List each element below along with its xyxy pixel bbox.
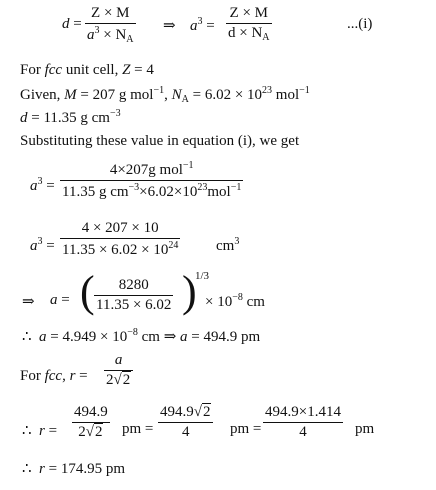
fraction-zm-a3na: Z × M $a^3 \times N_A$ — [87, 5, 134, 45]
line-fcc-z: For fcc unit cell, Z = 4 — [20, 62, 154, 78]
implies-arrow: ⇒ — [163, 18, 176, 34]
fraction-r3: 494.9×1.414 4 — [265, 404, 341, 440]
fraction-zm-dna: Z × M $d \times N_A$ — [228, 5, 270, 43]
implies-arrow: ⇒ — [22, 294, 35, 310]
equation-tag: ...(i) — [347, 16, 373, 32]
line-given: Given, M = 207 g mol$^{-1}$, $N_A = 6.02 \times 10^{23}$ mol$^{-1}$ — [20, 85, 310, 105]
fraction-a-over-2root2: a 2√2 — [104, 352, 133, 389]
fraction-cube-root-arg: 8280 11.35 × 6.02 — [96, 277, 172, 313]
symbol-a-cubed: $a^3$ = — [190, 16, 215, 34]
line-substituting: Substituting these value in equation (i), we get — [20, 133, 300, 149]
exponent-one-third: 1/3 — [195, 270, 210, 282]
equation-a-value: ∴ $a = 4.949 \times 10^{-8}$ cm ⇒ a = 494.9 pm — [22, 327, 261, 345]
line-density-value: d = 11.35 g $cm^{-3}$ — [20, 108, 121, 126]
symbol-d: d = — [62, 16, 82, 32]
equation-r-result: ∴ r = 174.95 pm — [22, 461, 126, 477]
fraction-a3-numeric: 4 × 207 × 10 $11.35 \times 6.02 \times 10^{24}$ — [62, 220, 179, 258]
fraction-r2: 494.9√2 4 — [158, 404, 213, 441]
fraction-r1: 494.9 2√2 — [74, 404, 108, 440]
fraction-a3-units: 4×207g mol$^{-1}$ 11.35 g $cm^{-3}\times 6.02\times 10^{23}mol^{-1}$ — [62, 160, 242, 200]
